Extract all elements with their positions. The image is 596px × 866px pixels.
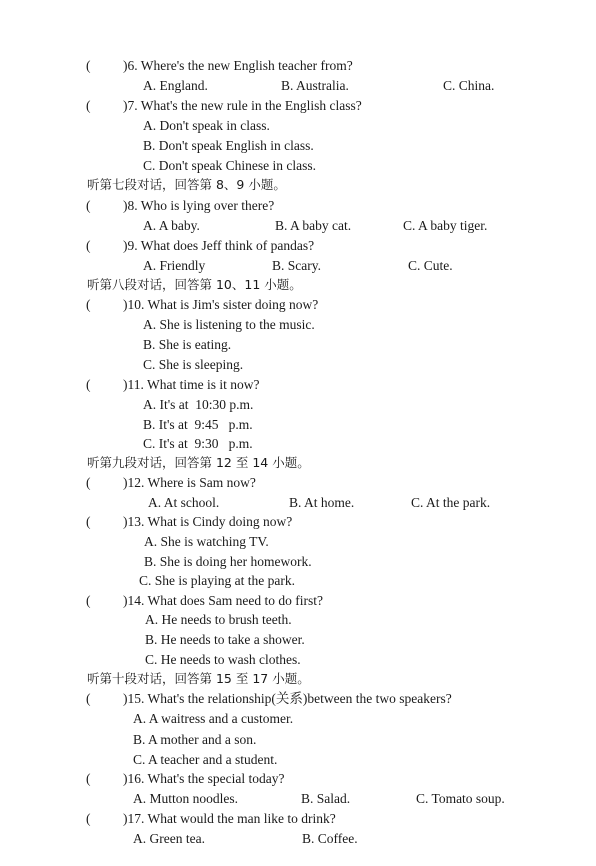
question-14 [0,591,596,611]
option-a: A. Mutton noodles. [133,791,239,806]
option-row [0,532,596,552]
option-c: C. She is sleeping. [143,357,244,372]
option-a: A. A waitress and a customer. [133,711,294,726]
option-row [0,571,596,591]
question-6 [0,56,596,76]
answer-bracket: ( [86,811,91,826]
option-b: B. Don't speak English in class. [143,138,314,153]
option-row [0,630,596,650]
section-instruction: 听第八段对话，回答第 10、11 小题。 [87,277,302,292]
option-c: C. She is playing at the park. [139,573,295,588]
answer-bracket: ( [86,514,91,529]
question-12 [0,473,596,493]
option-b: B. He needs to take a shower. [145,632,305,647]
option-row [0,156,596,176]
option-b: B. At home. [289,495,355,510]
option-c: C. Cute. [408,258,453,273]
question-text: )6. Where's the new English teacher from? [123,58,353,73]
option-b: B. It's at 9:45 p.m. [143,417,253,432]
option-row [0,730,596,750]
question-text: )13. What is Cindy doing now? [123,514,293,529]
answer-bracket: ( [86,475,91,490]
option-a: A. Green tea. [133,831,205,846]
answer-bracket: ( [86,771,91,786]
option-row [0,434,596,454]
section-instruction: 听第七段对话，回答第 8、9 小题。 [87,177,286,192]
question-text: )10. What is Jim's sister doing now? [123,297,319,312]
question-17 [0,809,596,829]
option-a: A. It's at 10:30 p.m. [143,397,254,412]
question-text: )14. What does Sam need to do first? [123,593,323,608]
option-c: C. Tomato soup. [416,791,505,806]
option-row [0,552,596,572]
option-row [0,750,596,770]
options-row [0,493,596,513]
option-b: B. She is doing her homework. [144,554,312,569]
option-row [0,136,596,156]
option-b: B. She is eating. [143,337,232,352]
question-16 [0,769,596,789]
answer-bracket: ( [86,297,91,312]
question-15 [0,689,596,709]
question-text: )9. What does Jeff think of pandas? [123,238,315,253]
options-row [0,829,596,849]
question-10 [0,295,596,315]
option-c: C. A teacher and a student. [133,752,278,767]
option-a: A. He needs to brush teeth. [145,612,292,627]
option-row [0,315,596,335]
option-row [0,650,596,670]
question-13 [0,512,596,532]
question-11 [0,375,596,395]
option-row [0,610,596,630]
option-a: A. She is listening to the music. [143,317,315,332]
options-row [0,256,596,276]
option-row [0,116,596,136]
option-b: B. A mother and a son. [133,732,257,747]
option-c: C. A baby tiger. [403,218,488,233]
option-row [0,709,596,729]
question-text: )17. What would the man like to drink? [123,811,336,826]
option-a: A. Friendly [143,258,206,273]
answer-bracket: ( [86,691,91,706]
section-9-header [0,453,596,473]
option-c: C. China. [443,78,495,93]
question-text: )16. What's the special today? [123,771,285,786]
answer-bracket: ( [86,238,91,253]
option-b: B. Scary. [272,258,321,273]
option-a: A. A baby. [143,218,200,233]
option-b: B. Australia. [281,78,349,93]
options-row [0,789,596,809]
question-7 [0,96,596,116]
option-row [0,415,596,435]
options-row [0,216,596,236]
answer-bracket: ( [86,593,91,608]
option-row [0,395,596,415]
question-8 [0,196,596,216]
option-b: B. Coffee. [302,831,358,846]
answer-bracket: ( [86,377,91,392]
option-b: B. A baby cat. [275,218,352,233]
option-b: B. Salad. [301,791,351,806]
question-text: )7. What's the new rule in the English class? [123,98,362,113]
answer-bracket: ( [86,198,91,213]
option-c: C. Don't speak Chinese in class. [143,158,317,173]
question-text: )8. Who is lying over there? [123,198,275,213]
option-a: A. At school. [148,495,220,510]
section-8-header [0,275,596,295]
answer-bracket: ( [86,98,91,113]
option-row [0,335,596,355]
section-7-header [0,175,596,195]
option-a: A. England. [143,78,208,93]
question-text: )12. Where is Sam now? [123,475,256,490]
question-text: )15. What's the relationship(关系)between the two speakers? [123,691,452,706]
section-instruction: 听第十段对话，回答第 15 至 17 小题。 [87,671,310,686]
question-9 [0,236,596,256]
answer-bracket: ( [86,58,91,73]
options-row [0,76,596,96]
option-c: C. At the park. [411,495,491,510]
option-row [0,355,596,375]
option-a: A. She is watching TV. [144,534,269,549]
section-10-header [0,669,596,689]
option-c: C. He needs to wash clothes. [145,652,301,667]
question-text: )11. What time is it now? [123,377,260,392]
section-instruction: 听第九段对话，回答第 12 至 14 小题。 [87,455,310,470]
option-c: C. It's at 9:30 p.m. [143,436,253,451]
option-a: A. Don't speak in class. [143,118,270,133]
